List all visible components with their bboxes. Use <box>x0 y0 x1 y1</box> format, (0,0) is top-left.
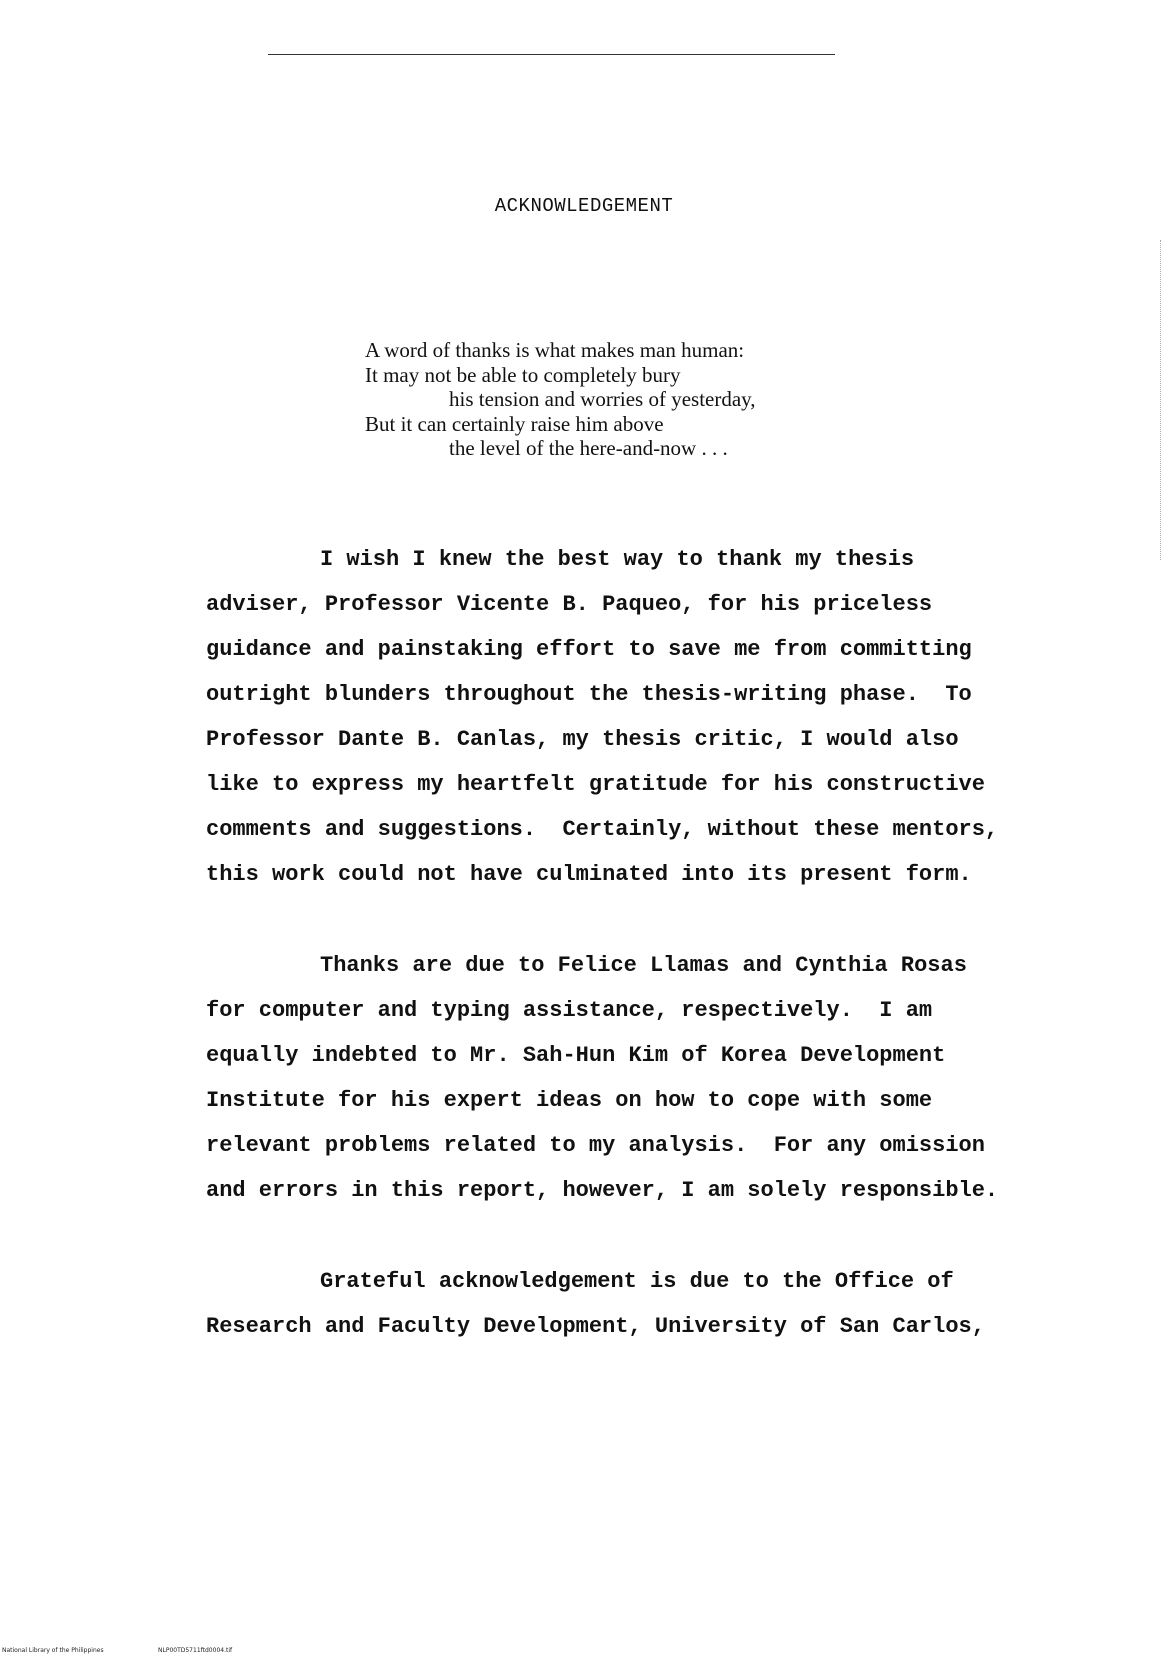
paragraph-line: for computer and typing assistance, respectively. I am <box>206 998 933 1023</box>
epigraph-line: the level of the here-and-now . . . <box>449 436 728 460</box>
paragraph-line: comments and suggestions. Certainly, without these mentors, <box>206 817 999 842</box>
paragraph-line: this work could not have culminated into its present form. <box>206 862 972 887</box>
paragraph-line: relevant problems related to my analysis. For any omission <box>206 1133 985 1158</box>
epigraph-line: his tension and worries of yesterday, <box>449 387 756 411</box>
top-rule <box>268 54 835 55</box>
epigraph <box>365 338 756 461</box>
paragraph-line: Institute for his expert ideas on how to cope with some <box>206 1088 933 1113</box>
epigraph-line: It may not be able to completely bury <box>365 362 681 387</box>
paragraph-line: Professor Dante B. Canlas, my thesis critic, I would also <box>206 727 959 752</box>
page-title: ACKNOWLEDGEMENT <box>494 195 674 217</box>
paragraph-line: Grateful acknowledgement is due to the Office of <box>320 1269 954 1294</box>
paragraph-line: adviser, Professor Vicente B. Paqueo, for his priceless <box>206 592 933 617</box>
scan-edge-marks <box>1160 240 1162 560</box>
epigraph-line: A word of thanks is what makes man human: <box>365 338 745 362</box>
paragraph-line: Research and Faculty Development, University of San Carlos, <box>206 1314 985 1339</box>
paragraph-line: I wish I knew the best way to thank my thesis <box>320 547 915 572</box>
paragraph-line: outright blunders throughout the thesis-writing phase. To <box>206 682 972 707</box>
paragraph-line: like to express my heartfelt gratitude for his constructive <box>206 772 985 797</box>
epigraph-line: But it can certainly raise him above <box>365 411 664 436</box>
paragraph-line: and errors in this report, however, I am solely responsible. <box>206 1178 999 1203</box>
paragraph-line: guidance and painstaking effort to save me from committing <box>206 637 972 662</box>
paragraph-line: Thanks are due to Felice Llamas and Cynthia Rosas <box>320 953 967 978</box>
paragraph-line: equally indebted to Mr. Sah-Hun Kim of Korea Development <box>206 1043 946 1068</box>
footer-library: National Library of the Philippines <box>2 1647 104 1654</box>
footer-file: NLP00TD5711ftd0004.tif <box>158 1647 233 1654</box>
